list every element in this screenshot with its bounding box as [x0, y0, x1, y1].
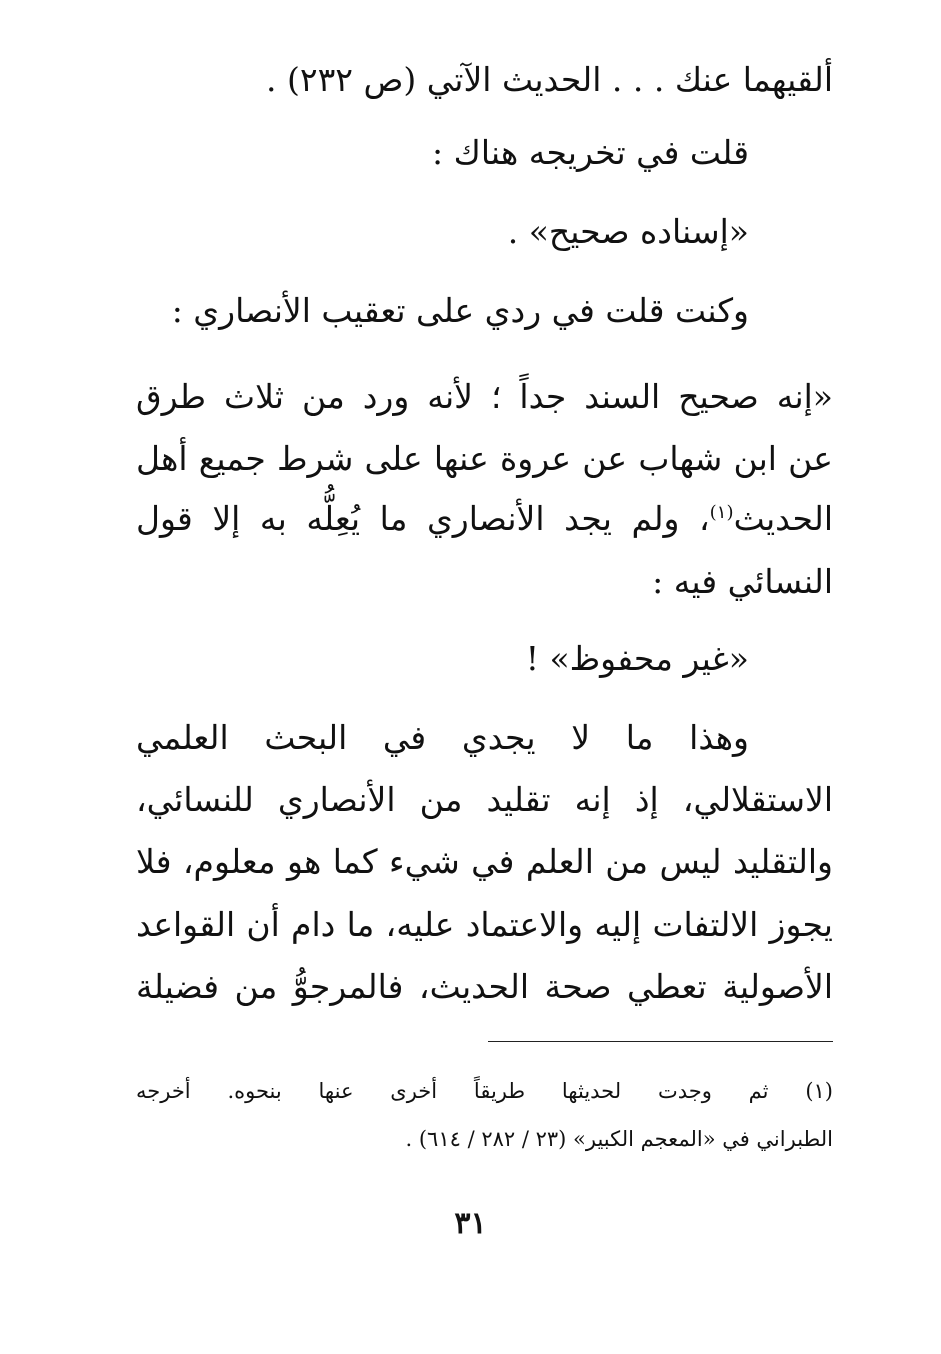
paragraph-line-2: الاستقلالي، إذ إنه تقليد من الأنصاري للنسائي،	[136, 780, 833, 819]
footnote-text-1: ثم وجدت لحديثها طريقاً أخرى عنها بنحوه. أخرجه	[136, 1079, 769, 1103]
page-number: ٣١	[454, 1206, 487, 1241]
quote-line-2: عن ابن شهاب عن عروة عنها على شرط جميع أهل	[136, 439, 833, 478]
quote-line-3-text: الحديث$^{(١)}$، ولم يجد الأنصاري ما يُعِلُّه به إلا قول	[136, 499, 833, 538]
text-line-4: وكنت قلت في ردي على تعقيب الأنصاري :	[171, 291, 749, 330]
quote-line-4: النسائي فيه :	[652, 562, 833, 601]
quote-line-3	[136, 497, 833, 541]
footnote-line-2: الطبراني في «المعجم الكبير» (٢٣ / ٢٨٢ / ٦١٤) .	[405, 1127, 833, 1151]
footnote-line-1	[136, 1075, 833, 1107]
footnote-marker: (١)	[805, 1079, 833, 1103]
quote-ghayr-mahfuz: «غير محفوظ» !	[525, 639, 749, 678]
quote-isnad-sahih: «إسناده صحيح» .	[507, 212, 749, 251]
paragraph-line-5: الأصولية تعطي صحة الحديث، فالمرجوُّ من فضيلة	[136, 967, 833, 1006]
footnote-reference: (١)	[709, 502, 734, 523]
paragraph-line-4: يجوز الالتفات إليه والاعتماد عليه، ما دام أن القواعد	[136, 905, 833, 944]
text-line-1: ألقيهما عنك . . . الحديث الآتي (ص ٢٣٢) .	[266, 60, 833, 99]
paragraph-line-3: والتقليد ليس من العلم في شيء كما هو معلوم، فلا	[136, 842, 833, 881]
quote-line-1: «إنه صحيح السند جداً ؛ لأنه ورد من ثلاث طرق	[136, 377, 833, 416]
footnote-separator	[488, 1041, 833, 1042]
text-line-2: قلت في تخريجه هناك :	[432, 133, 749, 172]
paragraph-line-1: وهذا ما لا يجدي في البحث العلمي	[136, 718, 749, 757]
